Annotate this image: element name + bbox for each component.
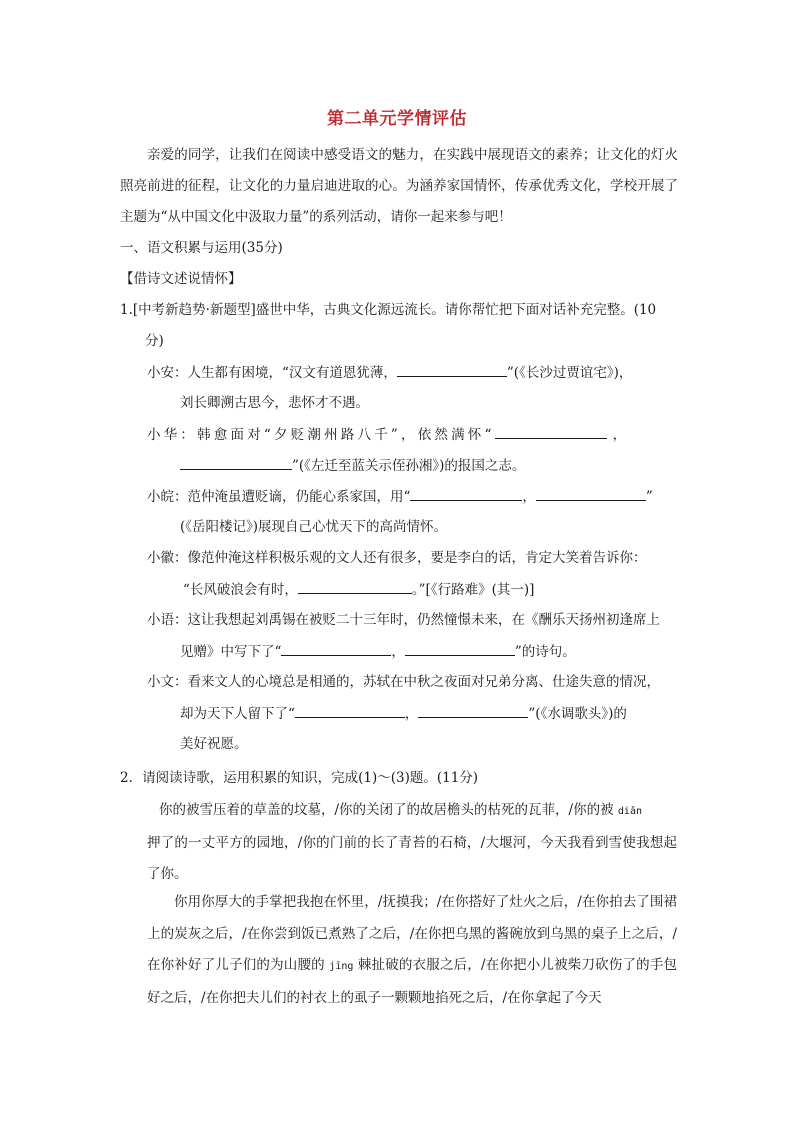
dialogue-text: “长风破浪会有时， [183,582,298,598]
dialogue-text: 小华：韩愈面对“夕贬潮州路八千”，依然满怀“ [147,427,495,443]
answer-blank[interactable] [536,486,646,501]
dialogue-xiaowan [147,486,653,507]
dialogue-text: 。”[《行路难》(其一)] [411,582,535,598]
answer-blank[interactable] [495,424,607,439]
poem-stanza-2 [147,887,677,1014]
dialogue-text: ”(《左迁至蓝关示侄孙湘》)的报国之志。 [292,458,526,474]
dialogue-text: 小安：人生都有困境，“汉文有道恩犹薄， [147,365,397,381]
pinyin-annotation: jīng [329,961,354,972]
dialogue-xiaoan [147,362,632,383]
dialogue-xiaowen-continued-2: 美好祝愿。 [180,736,248,752]
poem-text: 你的被雪压着的草盖的坟墓，/你的关闭了的故居檐头的枯死的瓦菲，/你的被 [159,802,614,818]
answer-blank[interactable] [418,703,528,718]
dialogue-text: ” [645,489,653,505]
answer-blank[interactable] [281,641,391,656]
answer-blank[interactable] [298,579,412,594]
dialogue-text: ， [391,644,405,660]
dialogue-xiaowen-continued [180,703,627,724]
answer-blank[interactable] [405,641,515,656]
dialogue-xiaoyu-continued [180,641,576,662]
dialogue-xiaoyu: 小语：这让我想起刘禹锡在被贬二十三年时，仍然憧憬未来，在《酬乐天扬州初逢席上 [147,612,660,628]
answer-blank[interactable] [397,362,507,377]
question-2-stem: 2．请阅读诗歌，运用积累的知识，完成(1)～(3)题。(11分) [120,770,479,786]
intro-paragraph: 亲爱的同学，让我们在阅读中感受语文的魅力，在实践中展现语文的素养；让文化的灯火照亮前进的征程，让文化的力量启迪进取的心。为涵养家国情怀，传承优秀文化，学校开展了主题为“从中国文化中汲取力量”的系列活动，请你一起来参与吧！ [120,147,678,225]
question-1-stem: 1.[中考新趋势·新题型]盛世中华，古典文化源远流长。请你帮忙把下面对话补充完整。(10 [120,302,657,318]
dialogue-text: ， [612,427,627,443]
dialogue-xiaohua-continued [180,455,525,476]
section-heading: 一、语文积累与运用(35分) [120,240,283,256]
answer-blank[interactable] [410,486,522,501]
dialogue-text: ”(《水调歌头》)的 [528,706,627,722]
dialogue-text: ， [404,706,419,722]
poem-text: 棘扯破的衣服之后，/在你把小儿被柴刀砍伤了的手包好之后，/在你把夫儿们的衬衣上的虱子一颗颗地掐死之后，/在你拿起了今天 [147,957,678,1006]
dialogue-text: 却为天下人留下了“ [180,706,295,722]
dialogue-xiaohui-continued [183,579,534,600]
dialogue-xiaoan-continued: 刘长卿溯古思今，悲怀才不遇。 [180,395,369,411]
dialogue-xiaowan-continued: (《岳阳楼记》)展现自己心忧天下的高尚情怀。 [180,519,448,535]
dialogue-text: 见赠》中写下了“ [180,644,282,660]
dialogue-xiaohua [147,424,626,445]
answer-blank[interactable] [180,455,292,470]
dialogue-text: 小皖：范仲淹虽遭贬谪，仍能心系家国，用“ [147,489,411,505]
dialogue-text: ， [522,489,536,505]
poem-text: 你用你厚大的手掌把我抱在怀里，/抚摸我；/在你搭好了灶火之后，/在你拍去了围裙上的炭灰之后，/在你尝到饭已煮熟了之后，/在你把乌黑的酱碗放到乌黑的桌子上之后，/在你补好了儿子们的为山腰的 [147,894,677,973]
pinyin-annotation: diǎn [617,806,642,817]
dialogue-text: ”(《长沙过贾谊宅》)， [506,365,633,381]
dialogue-text: ”的诗句。 [514,644,576,660]
document-title: 第二单元学情评估 [327,109,467,129]
poem-text: 押了的一丈平方的园地，/你的门前的长了青苔的石椅，/大堰河，今天我看到雪使我想起了你。 [147,834,677,882]
subheading: 【借诗文述说情怀】 [120,271,242,287]
dialogue-xiaohui: 小徽：像范仲淹这样积极乐观的文人还有很多，要是李白的话，肯定大笑着告诉你： [147,550,647,566]
dialogue-xiaowen: 小文：看来文人的心境总是相通的，苏轼在中秋之夜面对兄弟分离、仕途失意的情况， [147,674,660,690]
answer-blank[interactable] [295,703,405,718]
poem-stanza-1 [147,795,677,891]
question-1-stem-continued: 分) [145,333,164,349]
